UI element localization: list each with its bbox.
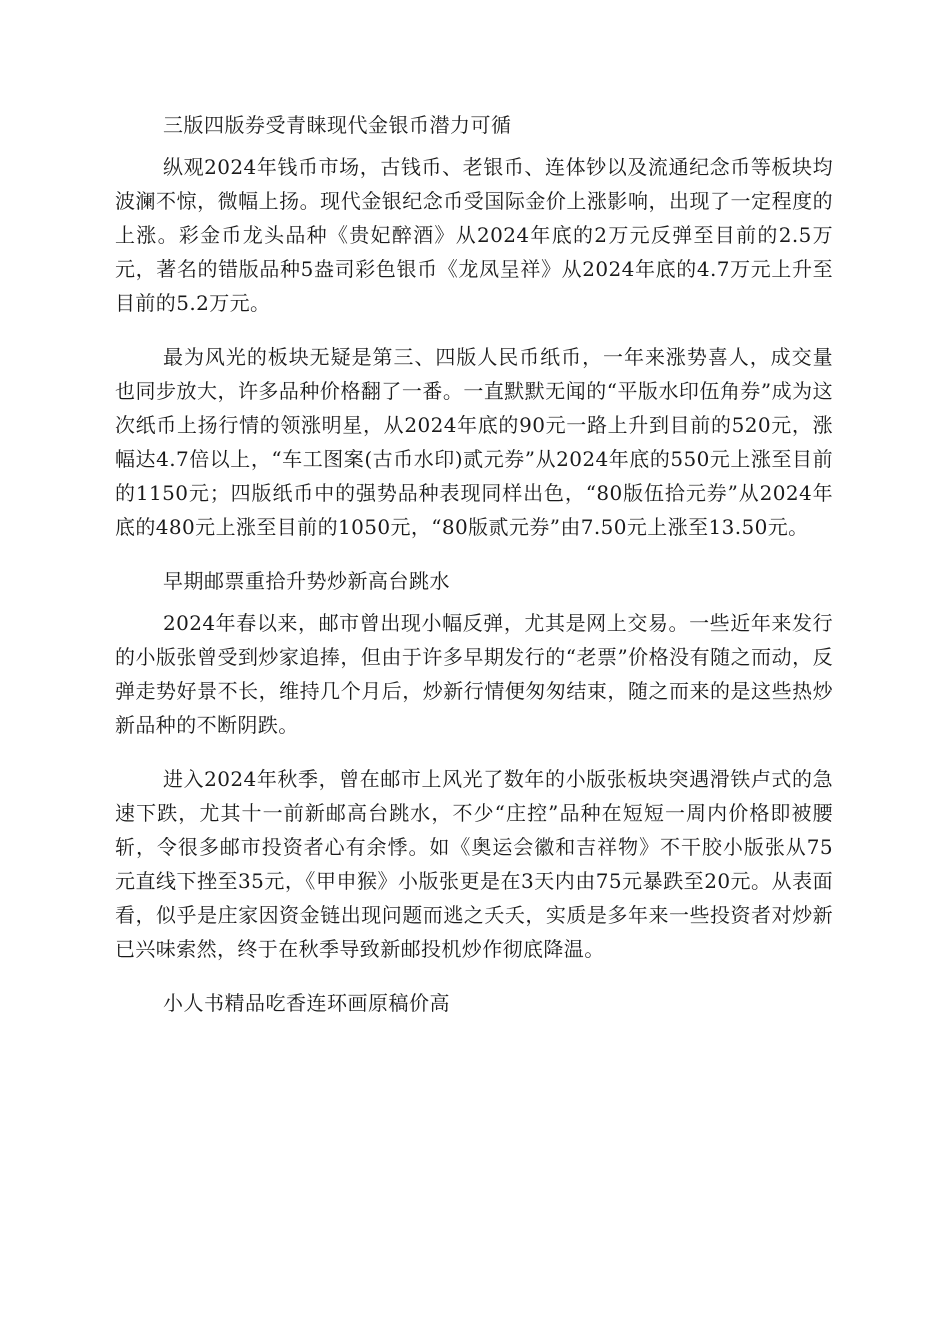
paragraph: 进入2024年秋季，曾在邮市上风光了数年的小版张板块突遇滑铁卢式的急速下跌，尤其十一前新邮高台跳水，不少“庄控”品种在短短一周内价格即被腰斩，令很多邮市投资者心有余悸。如《奥运会徽和吉祥物》不干胶小版张从75元直线下挫至35元，《甲申猴》小版张更是在3天内由75元暴跌至20元。从表面看，似乎是庄家因资金链出现问题而逃之夭夭，实质是多年来一些投资者对炒新已兴味索然，终于在秋季导致新邮投机炒作彻底降温。 [115, 767, 833, 961]
paragraph: 2024年春以来，邮市曾出现小幅反弹，尤其是网上交易。一些近年来发行的小版张曾受到炒家追捧，但由于许多早期发行的“老票”价格没有随之而动，反弹走势好景不长，维持几个月后，炒新行情便匆匆结束，随之而来的是这些热炒新品种的不断阴跌。 [115, 611, 833, 737]
section-heading: 三版四版券受青睐现代金银币潜力可循 [163, 113, 512, 137]
paragraph: 最为风光的板块无疑是第三、四版人民币纸币，一年来涨势喜人，成交量也同步放大，许多品种价格翻了一番。一直默默无闻的“平版水印伍角券”成为这次纸币上扬行情的领涨明星，从2024年底的90元一路上升到目前的520元，涨幅达4.7倍以上，“车工图案(古币水印)贰元券”从2024年底的550元上涨至目前的1150元；四版纸币中的强势品种表现同样出色，“80版伍拾元券”从2024年底的480元上涨至目前的1050元，“80版贰元券”由7.50元上涨至13.50元。 [115, 345, 833, 539]
paragraph: 纵观2024年钱币市场，古钱币、老银币、连体钞以及流通纪念币等板块均波澜不惊，微幅上扬。现代金银纪念币受国际金价上涨影响，出现了一定程度的上涨。彩金币龙头品种《贵妃醉酒》从2024年底的2万元反弹至目前的2.5万元，著名的错版品种5盎司彩色银币《龙凤呈祥》从2024年底的4.7万元上升至目前的5.2万元。 [115, 155, 833, 315]
section-comics [115, 986, 833, 1020]
section-stamps [115, 564, 833, 966]
section-heading: 小人书精品吃香连环画原稿价高 [163, 991, 450, 1015]
document-page [115, 108, 833, 1028]
section-heading: 早期邮票重拾升势炒新高台跳水 [163, 569, 450, 593]
section-coins [115, 108, 833, 544]
